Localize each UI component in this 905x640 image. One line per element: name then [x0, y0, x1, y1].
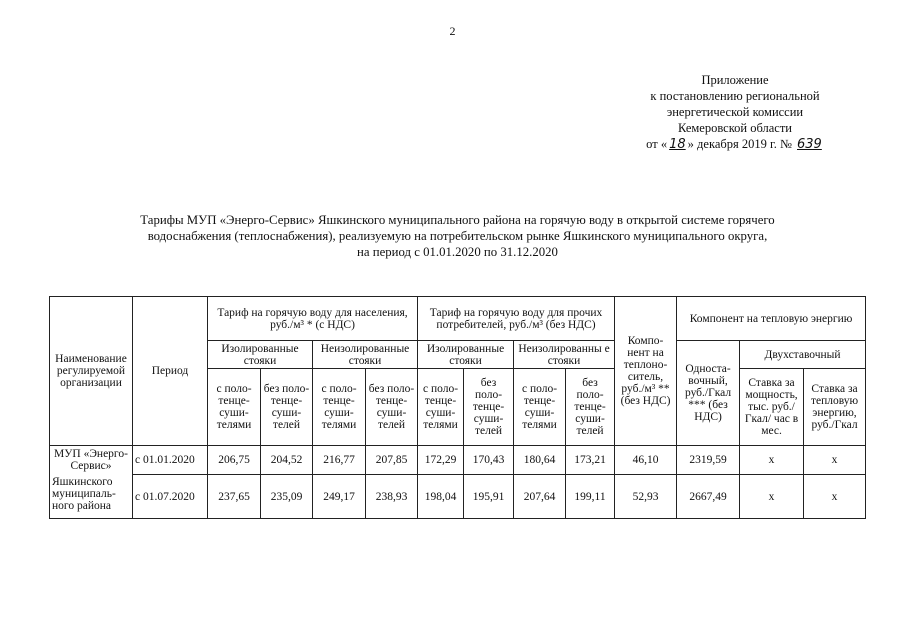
value-cell: 199,11: [566, 475, 615, 519]
value-cell: x: [804, 446, 866, 475]
period-cell: с 01.07.2020: [133, 475, 208, 519]
header-thermal: Компонент на тепловую энергию: [677, 297, 866, 341]
value-cell: 198,04: [418, 475, 464, 519]
org-name-top: [50, 446, 133, 475]
header-without-dryers: без поло-тенце-суши-телей: [261, 369, 313, 446]
title-line: Тарифы МУП «Энерго-Сервис» Яшкинского муниципального района на горячую воду в открытой системе горячего: [140, 213, 775, 227]
value-cell: 172,29: [418, 446, 464, 475]
value-cell: 249,17: [313, 475, 366, 519]
header-period: Период: [133, 297, 208, 446]
header-org: Наименование регулируемой организации: [50, 297, 133, 446]
header-with-dryers: с поло-тенце-суши-телями: [418, 369, 464, 446]
appendix-line: Приложение: [701, 73, 769, 87]
header-other-tariff: Тариф на горячую воду для прочих потребителей, руб./м³ (без НДС): [418, 297, 615, 341]
header-noninsulated: Неизолированные стояки: [313, 341, 418, 369]
value-cell: 195,91: [464, 475, 514, 519]
org-line: Сервис»: [70, 460, 112, 473]
header-without-dryers: без поло-тенце-суши-телей: [366, 369, 418, 446]
appendix-block: [610, 72, 860, 153]
header-insulated-2: Изолированные стояки: [418, 341, 514, 369]
value-cell: 180,64: [514, 446, 566, 475]
header-one-part: Односта-вочный, руб./Гкал *** (без НДС): [677, 341, 740, 446]
value-cell: x: [740, 446, 804, 475]
appendix-line: к постановлению региональной: [650, 89, 820, 103]
header-capacity-rate: Ставка за мощность, тыс. руб./ Гкал/ час в мес.: [740, 369, 804, 446]
value-cell: 237,65: [208, 475, 261, 519]
value-cell: 235,09: [261, 475, 313, 519]
value-cell: 46,10: [615, 446, 677, 475]
header-insulated: Изолированные стояки: [208, 341, 313, 369]
period-cell: с 01.01.2020: [133, 446, 208, 475]
org-line: МУП «Энерго-: [54, 448, 128, 461]
value-cell: 207,85: [366, 446, 418, 475]
date-suffix: » декабря 2019 г. №: [687, 137, 792, 151]
header-two-part: Двухставочный: [740, 341, 866, 369]
value-cell: 206,75: [208, 446, 261, 475]
table-row: [50, 475, 866, 519]
appendix-line: Кемеровской области: [677, 121, 793, 135]
page-number: 2: [449, 24, 456, 38]
header-without-dryers: без поло-тенце-суши-телей: [464, 369, 514, 446]
header-pop-tariff: Тариф на горячую воду для населения, руб./м³ * (с НДС): [208, 297, 418, 341]
appendix-date-line: [610, 136, 860, 153]
value-cell: 2319,59: [677, 446, 740, 475]
document-title: [70, 212, 845, 260]
appendix-line: энергетической комиссии: [666, 105, 804, 119]
value-cell: 216,77: [313, 446, 366, 475]
header-with-dryers: с поло-тенце-суши-телями: [313, 369, 366, 446]
value-cell: 52,93: [615, 475, 677, 519]
tariff-table: [49, 296, 866, 519]
header-with-dryers: с поло-тенце-суши-телями: [514, 369, 566, 446]
value-cell: x: [804, 475, 866, 519]
header-without-dryers: без поло-тенце-суши-телей: [566, 369, 615, 446]
value-cell: 173,21: [566, 446, 615, 475]
handwritten-number: 639: [797, 137, 822, 152]
header-with-dryers: с поло-тенце-суши-телями: [208, 369, 261, 446]
value-cell: 2667,49: [677, 475, 740, 519]
value-cell: 204,52: [261, 446, 313, 475]
title-line: водоснабжения (теплоснабжения), реализуемую на потребительском рынке Яшкинского муниципального округа,: [147, 229, 768, 243]
value-cell: 170,43: [464, 446, 514, 475]
value-cell: x: [740, 475, 804, 519]
table-row: [50, 446, 866, 475]
header-noninsulated-2: Неизолированны е стояки: [514, 341, 615, 369]
value-cell: 207,64: [514, 475, 566, 519]
org-name-bottom: Яшкинского муниципаль-ного района: [50, 475, 133, 519]
header-energy-rate: Ставка за тепловую энергию, руб./Гкал: [804, 369, 866, 446]
handwritten-day: 18: [669, 137, 686, 152]
title-line: на период с 01.01.2020 по 31.12.2020: [357, 245, 558, 259]
date-prefix: от «: [646, 137, 668, 151]
header-carrier: Компо-нент на теплоно-ситель, руб./м³ ** (без НДС): [615, 297, 677, 446]
value-cell: 238,93: [366, 475, 418, 519]
